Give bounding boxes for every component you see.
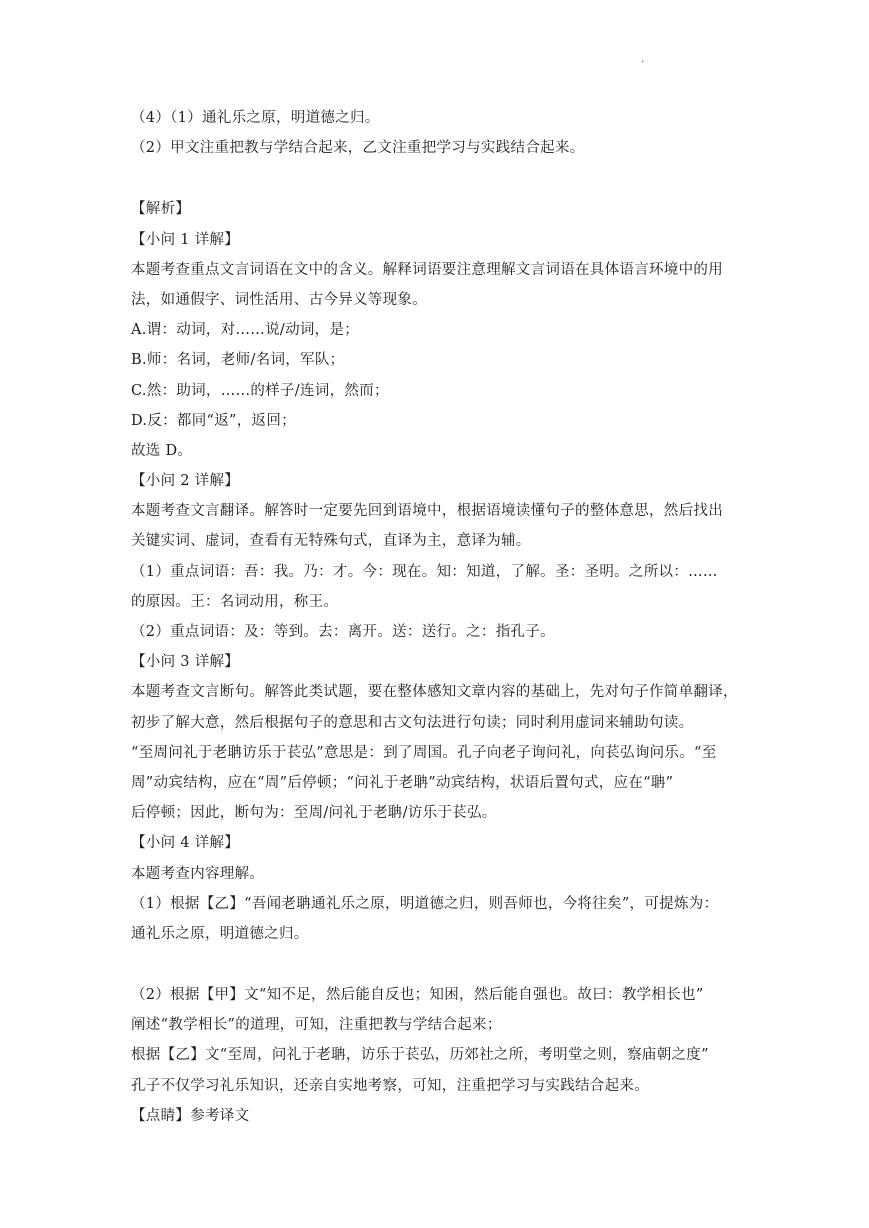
q2-intro-line2: 关键实词、虚词，查看有无特殊句式，直译为主，意译为辅。 — [131, 533, 531, 550]
tip-heading: 【点睛】参考译文 — [131, 1107, 250, 1124]
q1-heading: 【小问 1 详解】 — [131, 231, 240, 248]
spacer — [131, 949, 741, 980]
q4-p1-line2: 通礼乐之原，明道德之归。 — [131, 925, 309, 942]
q1-option-d: D.反：都同“返”，返回； — [131, 412, 296, 429]
q4-heading: 【小问 4 详解】 — [131, 835, 240, 852]
q3-intro-line2: 初步了解大意，然后根据句子的意思和古文句法进行句读；同时利用虚词来辅助句读。 — [131, 714, 694, 731]
q2-point2: （2）重点词语：及：等到。去：离开。送：送行。之：指孔子。 — [131, 624, 555, 640]
q2-point1-line1: （1）重点词语：吾：我。乃：才。今：现在。知：知道，了解。圣：圣明。之所以：…… — [131, 563, 718, 580]
analysis-heading: 【解析】 — [131, 201, 191, 218]
q3-detail-line2: 周”动宾结构，应在“周”后停顿；“问礼于老聃”动宾结构，状语后置句式，应在“聃” — [131, 774, 674, 791]
q3-intro-line1: 本题考查文言断句。解答此类试题，要在整体感知文章内容的基础上，先对句子作简单翻译， — [131, 684, 738, 701]
q4-p2-line4: 孔子不仅学习礼乐知识，还亲自实地考察，可知，注重把学习与实践结合起来。 — [131, 1077, 649, 1094]
q4-p2-line1: （2）根据【甲】文“知不足，然后能自反也；知困，然后能自强也。故曰：教学相长也” — [131, 987, 704, 1004]
q1-option-b: B.师：名词，老师/名词，军队； — [131, 352, 345, 369]
spacer — [131, 163, 741, 194]
q1-conclusion: 故选 D。 — [131, 442, 193, 459]
q2-point1-line2: 的原因。王：名词动用，称王。 — [131, 593, 339, 610]
q1-option-a: A.谓：动词，对……说/动词，是； — [131, 322, 360, 339]
answer-q4-2: （2）甲文注重把教与学结合起来，乙文注重把学习与实践结合起来。 — [131, 140, 585, 157]
q4-p1-line1: （1）根据【乙】“吾闻老聃通礼乐之原，明道德之归，则吾师也，今将往矣”，可提炼为： — [131, 895, 719, 912]
q2-intro-line1: 本题考查文言翻译。解答时一定要先回到语境中，根据语境读懂句子的整体意思，然后找出 — [131, 503, 723, 520]
q3-detail-line3: 后停顿；因此，断句为：至周/问礼于老聃/访乐于苌弘。 — [131, 805, 497, 822]
q3-detail-line1: “至周问礼于老聃访乐于苌弘”意思是：到了周国。孔子向老子询问礼，向苌弘询问乐。“至 — [131, 744, 717, 761]
q1-intro-line1: 本题考查重点文言词语在文中的含义。解释词语要注意理解文言词语在具体语言环境中的用 — [131, 261, 723, 278]
q4-p2-line2: 阐述“教学相长”的道理，可知，注重把教与学结合起来； — [131, 1017, 502, 1034]
q4-intro: 本题考查内容理解。 — [131, 865, 265, 882]
answer-q4-1: （4）（1）通礼乐之原，明道德之归。 — [131, 110, 380, 126]
q1-intro-line2: 法，如通假字、词性活用、古今异义等现象。 — [131, 291, 427, 308]
q4-p2-line3: 根据【乙】文“至周，问礼于老聃，访乐于苌弘，历郊社之所，考明堂之则，察庙朝之度” — [131, 1047, 709, 1064]
page-mark: · — [641, 57, 645, 68]
q2-heading: 【小问 2 详解】 — [131, 473, 240, 490]
q3-heading: 【小问 3 详解】 — [131, 654, 240, 671]
document-body — [131, 103, 741, 1131]
q1-option-c: C.然：助词，……的样子/连词，然而； — [131, 382, 389, 399]
